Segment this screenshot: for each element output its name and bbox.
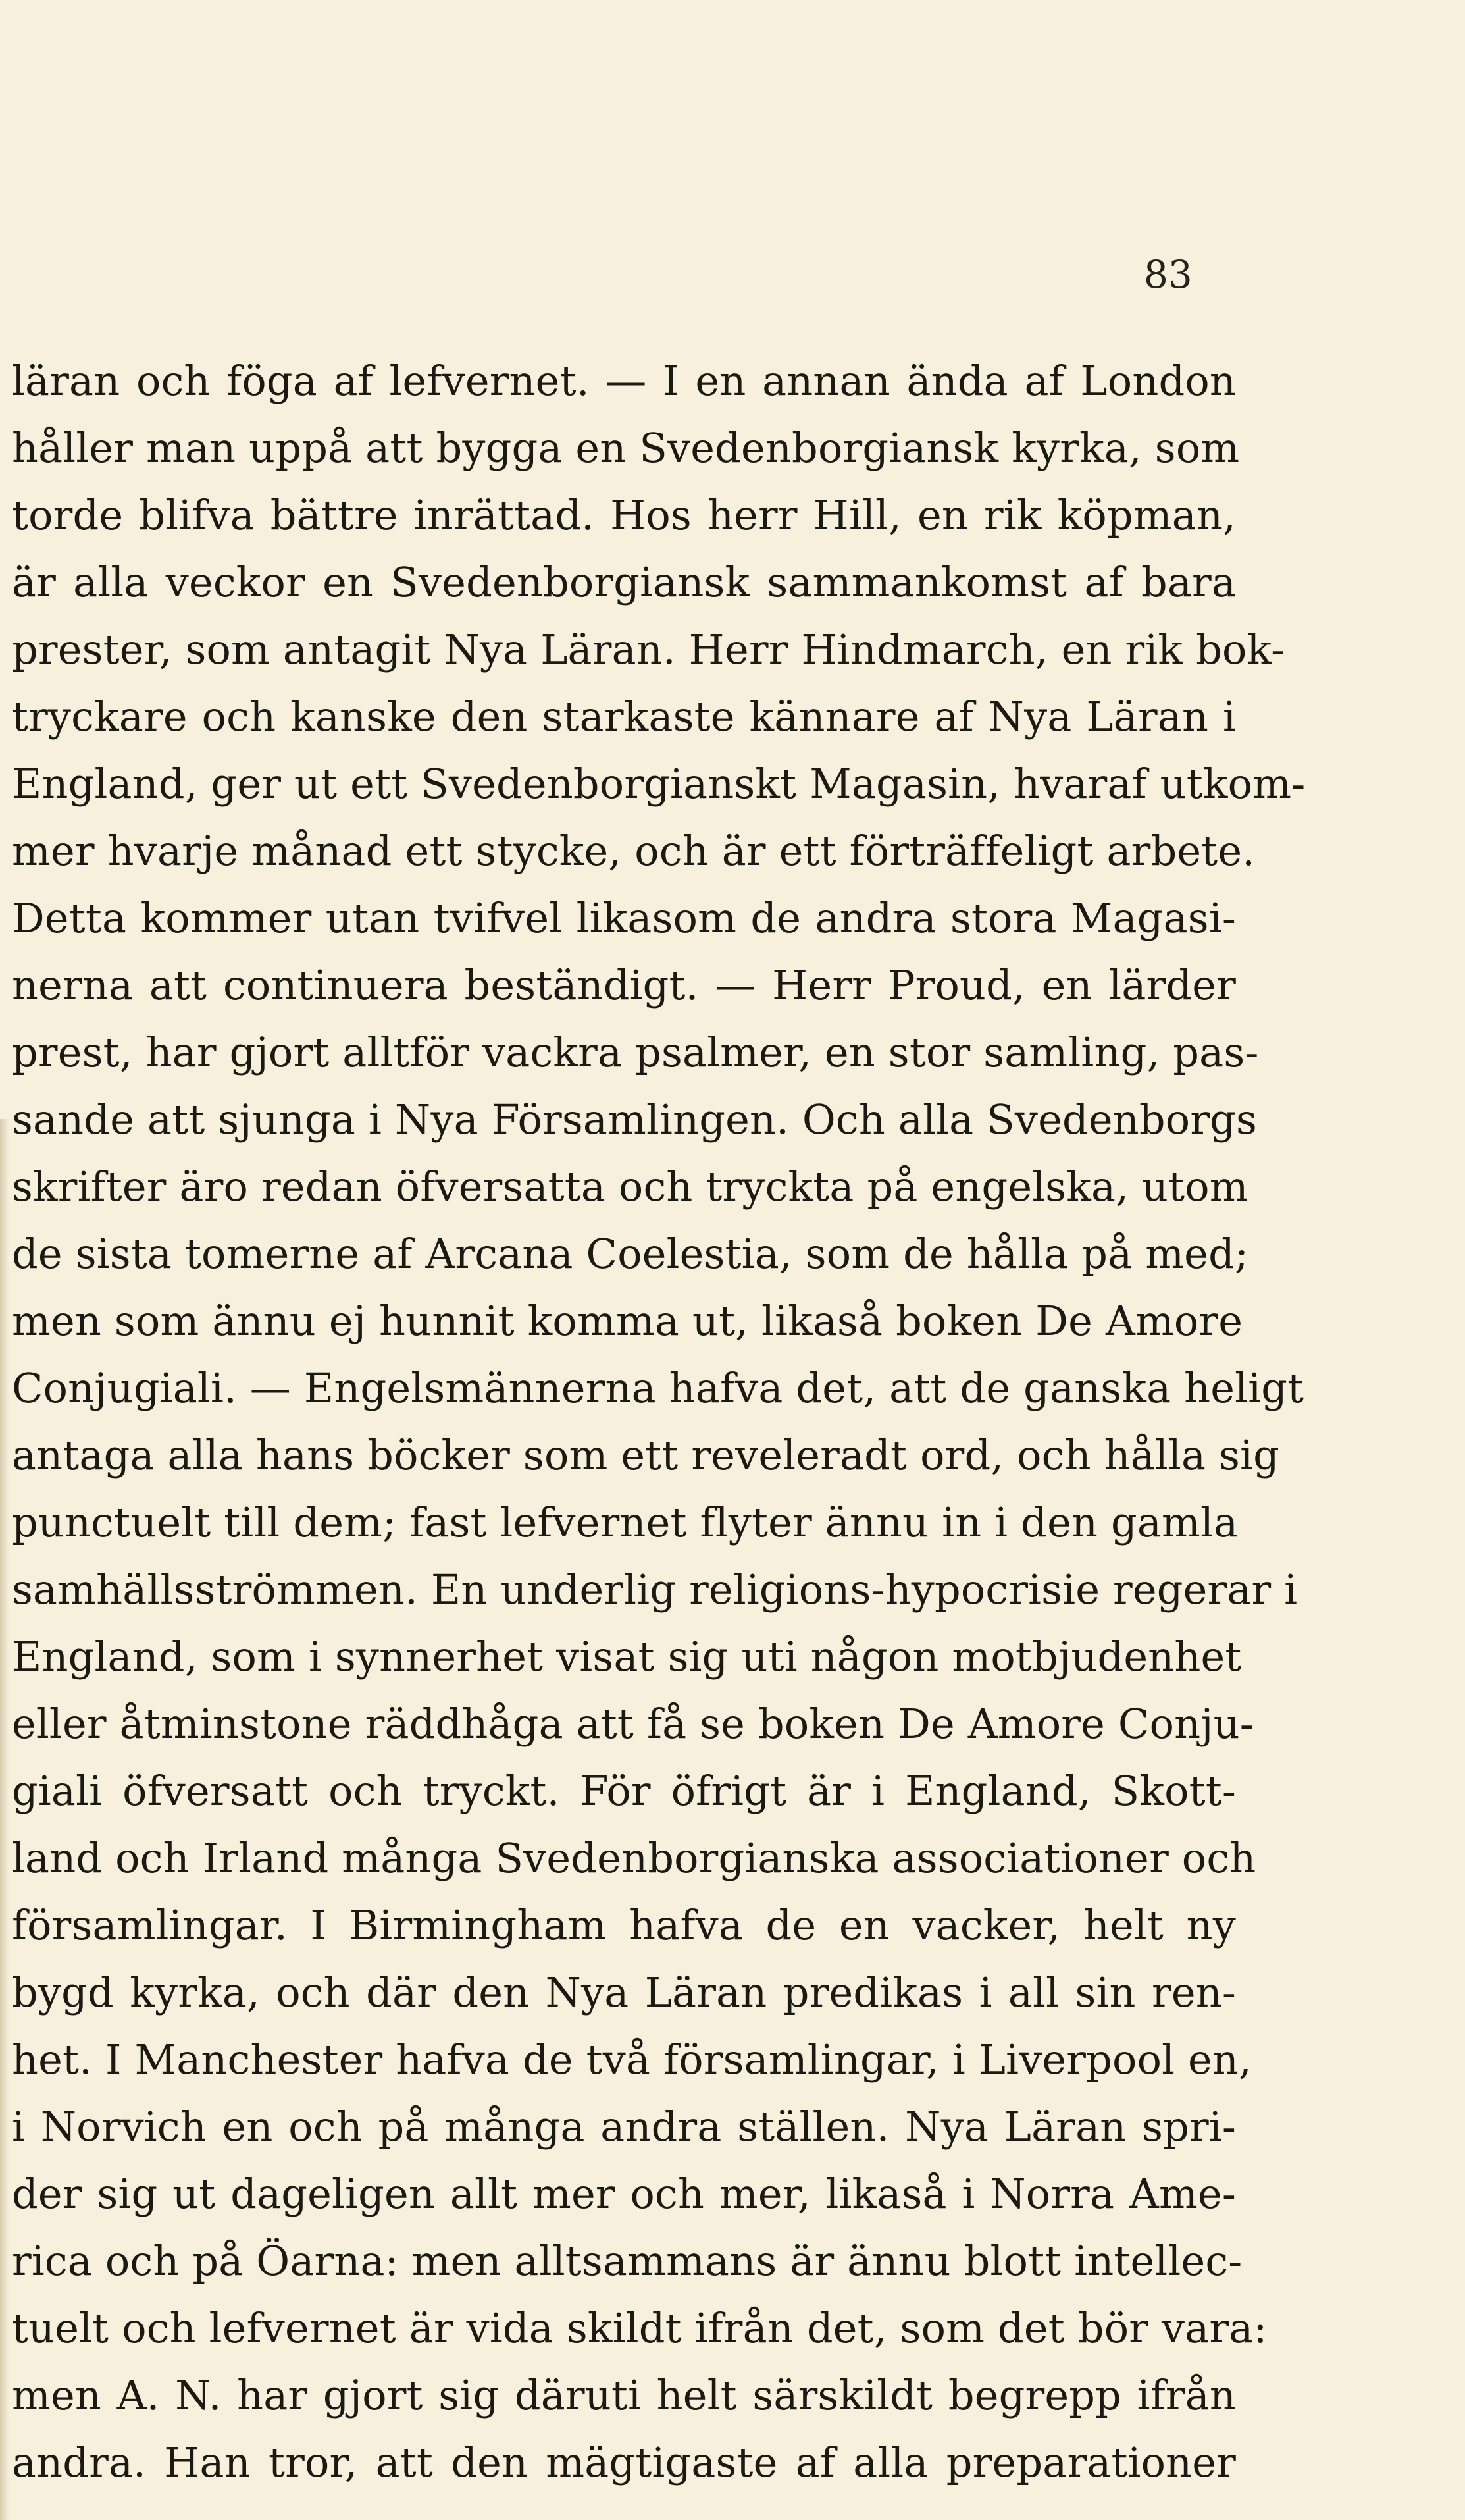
text-line: eller åtminstone räddhåga att få se boken De Amore Conju-	[12, 1700, 1254, 1748]
text-line: mer hvarje månad ett stycke, och är ett förträffeligt arbete.	[12, 827, 1256, 875]
text-line: Detta kommer utan tvifvel likasom de andra stora Magasi-	[12, 894, 1236, 942]
text-line: bygd kyrka, och där den Nya Läran predikas i all sin ren-	[12, 1968, 1236, 2016]
text-line: skrifter äro redan öfversatta och tryckta på engelska, utom	[12, 1163, 1248, 1211]
text-line: nerna att continuera beständigt. — Herr Proud, en lärder	[12, 961, 1236, 1009]
text-line: giali öfversatt och tryckt. För öfrigt är i England, Skott-	[12, 1767, 1236, 1815]
text-line: tuelt och lefvernet är vida skildt ifrån det, som det bör vara:	[12, 2304, 1268, 2352]
text-line: är alla veckor en Svedenborgiansk sammankomst af bara	[12, 558, 1236, 606]
text-line: samhällsströmmen. En underlig religions-hypocrisie regerar i	[12, 1565, 1298, 1614]
page-edge-shadow	[0, 1119, 9, 2520]
text-line: Conjugiali. — Engelsmännerna hafva det, att de ganska heligt	[12, 1364, 1304, 1412]
text-line: prester, som antagit Nya Läran. Herr Hindmarch, en rik bok-	[12, 625, 1285, 673]
text-line: punctuelt till dem; fast lefvernet flyter ännu in i den gamla	[12, 1498, 1239, 1546]
text-line: tryckare och kanske den starkaste kännare af Nya Läran i	[12, 693, 1236, 741]
body-text	[12, 348, 1306, 2496]
text-line: prest, har gjort alltför vackra psalmer, en stor samling, pas-	[12, 1028, 1259, 1076]
page-number: 83	[1144, 252, 1193, 297]
text-line: het. I Manchester hafva de två församlingar, i Liverpool en,	[12, 2035, 1252, 2084]
text-line: antaga alla hans böcker som ett reveleradt ord, och hålla sig	[12, 1431, 1279, 1479]
text-line: men som ännu ej hunnit komma ut, likaså boken De Amore	[12, 1297, 1243, 1345]
text-line: sande att sjunga i Nya Församlingen. Och alla Svedenborgs	[12, 1095, 1258, 1143]
text-line: rica och på Öarna: men alltsammans är ännu blott intellec-	[12, 2237, 1243, 2285]
text-line: torde blifva bättre inrättad. Hos herr Hill, en rik köpman,	[12, 491, 1236, 539]
text-line: de sista tomerne af Arcana Coelestia, som de hålla på med;	[12, 1230, 1249, 1278]
text-line: men A. N. har gjort sig däruti helt särskildt begrepp ifrån	[12, 2371, 1236, 2419]
text-line: läran och föga af lefvernet. — I en annan ända af London	[12, 357, 1236, 405]
text-line: England, som i synnerhet visat sig uti någon motbjudenhet	[12, 1633, 1242, 1681]
text-line: håller man uppå att bygga en Svedenborgiansk kyrka, som	[12, 424, 1240, 472]
text-line: land och Irland många Svedenborgianska associationer och	[12, 1834, 1256, 1882]
text-line: församlingar. I Birmingham hafva de en vacker, helt ny	[12, 1901, 1236, 1949]
text-line: England, ger ut ett Svedenborgianskt Magasin, hvaraf utkom-	[12, 760, 1306, 808]
text-line: i Norvich en och på många andra ställen. Nya Läran spri-	[12, 2103, 1236, 2151]
text-line: der sig ut dageligen allt mer och mer, likaså i Norra Ame-	[12, 2170, 1236, 2218]
text-line: andra. Han tror, att den mägtigaste af alla preparationer	[12, 2438, 1236, 2486]
